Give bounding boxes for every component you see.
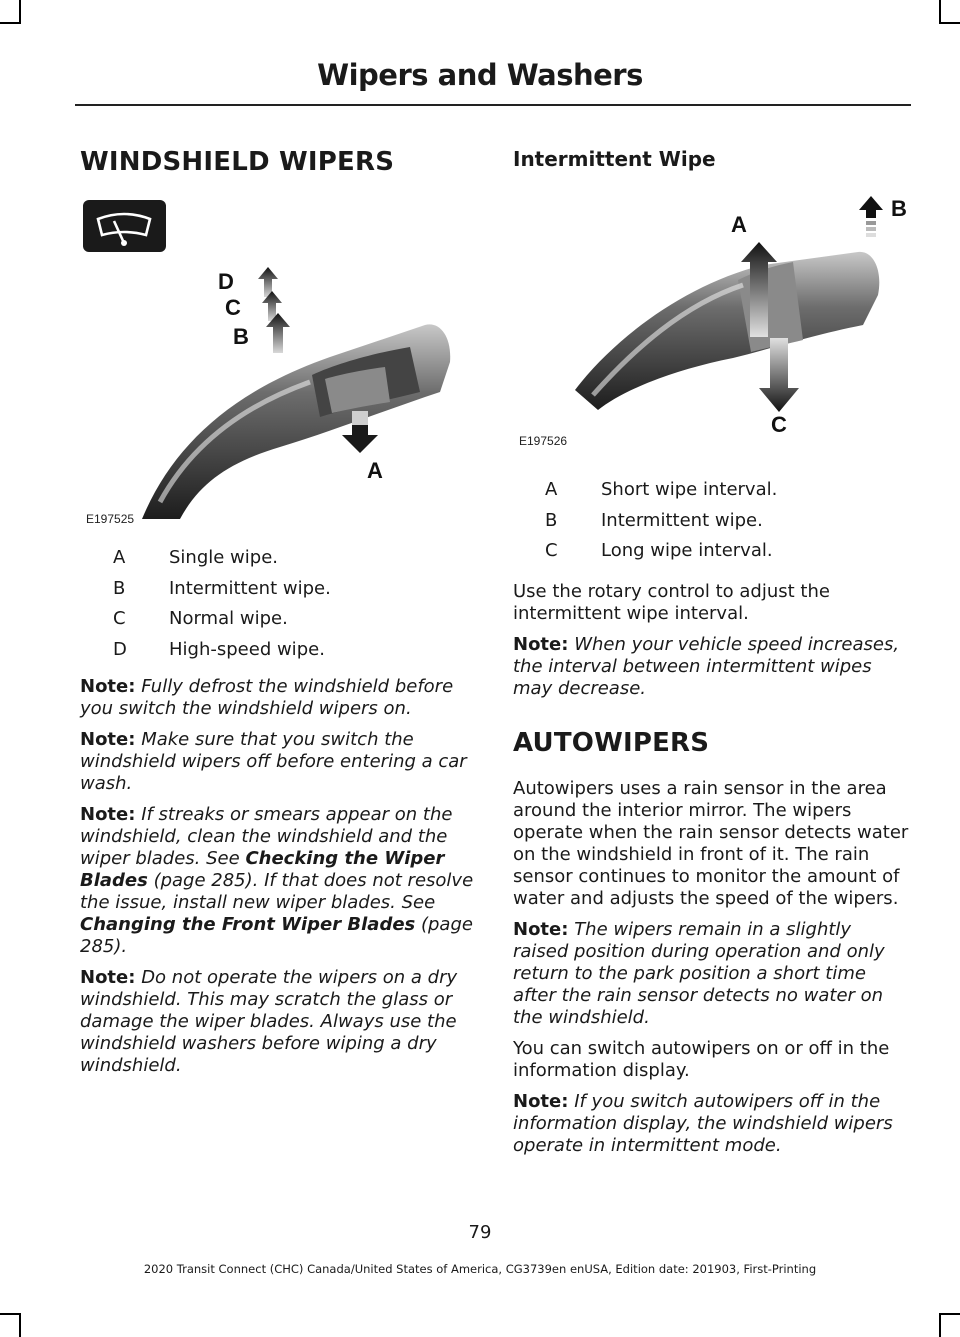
figure-label-a: A <box>731 212 747 237</box>
crop-mark <box>19 0 21 24</box>
figure-label-c: C <box>225 295 241 320</box>
legend-text: Short wipe interval. <box>601 479 778 500</box>
legend-key: B <box>545 509 558 531</box>
paragraph: Use the rotary control to adjust the intermittent wipe interval. <box>513 581 830 624</box>
cross-reference-link[interactable]: Checking the Wiper Blades <box>80 848 445 891</box>
right-legend <box>545 479 915 571</box>
paragraph: You can switch autowipers on or off in the information display. <box>513 1038 890 1081</box>
right-content <box>513 581 911 1157</box>
legend-key: B <box>113 577 126 599</box>
note-text: When your vehicle speed increases, the interval between intermittent wipes may decrease. <box>513 634 900 699</box>
cross-reference-link[interactable]: Changing the Front Wiper Blades <box>80 914 416 935</box>
note <box>513 919 911 1029</box>
section-heading-intermittent-wipe: Intermittent Wipe <box>513 147 716 171</box>
legend-key: C <box>113 608 126 629</box>
note-label: Note: <box>80 729 136 750</box>
note-text: If you switch autowipers off in the information display, the windshield wipers operate in intermittent mode. <box>513 1091 893 1156</box>
note-label: Note: <box>513 634 569 655</box>
figure-label-b: B <box>891 196 907 221</box>
note-label: Note: <box>80 676 136 697</box>
wiper-stalk-figure <box>80 197 475 530</box>
note <box>513 634 911 700</box>
windshield-wiper-icon <box>83 200 166 252</box>
note-label: Note: <box>513 1091 569 1112</box>
legend-row <box>545 510 915 541</box>
left-legend <box>113 547 483 669</box>
figure-label-a: A <box>367 458 383 483</box>
figure-label-b: B <box>233 324 249 349</box>
crop-mark <box>939 1313 941 1337</box>
legend-row <box>113 639 483 670</box>
section-heading-windshield-wipers: WINDSHIELD WIPERS <box>80 147 395 177</box>
crop-mark <box>939 0 941 24</box>
figure-label-c: C <box>771 412 787 437</box>
figure-label-d: D <box>218 269 234 294</box>
figure-id: E197525 <box>86 512 135 526</box>
note-text: Make sure that you switch the windshield wipers off before entering a car wash. <box>80 729 467 794</box>
note-label: Note: <box>80 804 136 825</box>
note-text: Fully defrost the windshield before you switch the windshield wipers on. <box>80 676 454 719</box>
left-notes <box>80 676 475 1077</box>
note-text: Do not operate the wipers on a dry windshield. This may scratch the glass or damage the wiper blades. Always use the windshield washers before wiping a dry windshield. <box>80 967 458 1076</box>
paragraph: Autowipers uses a rain sensor in the area around the interior mirror. The wipers operate when the rain sensor detects water on the windshield in front of it. The rain sensor continues to monitor the amount of water and adjusts the speed of the wipers. <box>513 778 909 909</box>
intermittent-stalk-illustration <box>513 190 908 462</box>
legend-key: C <box>545 540 558 561</box>
crop-mark <box>0 1313 20 1315</box>
legend-row <box>545 479 915 510</box>
page-number: 79 <box>468 1222 492 1243</box>
note <box>80 676 475 720</box>
edition-footer: 2020 Transit Connect (CHC) Canada/United States of America, CG3739en enUSA, Edition date: 201903, First-Printing <box>143 1262 817 1276</box>
legend-text: Normal wipe. <box>169 608 288 629</box>
legend-text: Single wipe. <box>169 547 279 568</box>
legend-text: Intermittent wipe. <box>601 509 763 531</box>
legend-key: A <box>545 479 558 500</box>
legend-key: A <box>113 547 126 568</box>
legend-row <box>113 578 483 609</box>
note-text: The wipers remain in a slightly raised position during operation and only return to the park position a short time after the rain sensor detects no water on the windshield. <box>513 919 885 1028</box>
legend-row <box>113 608 483 639</box>
legend-text: Long wipe interval. <box>601 540 773 561</box>
note-text: (page 285). If that does not resolve the issue, install new wiper blades. See <box>80 870 474 913</box>
crop-mark <box>19 1313 21 1337</box>
figure-id: E197526 <box>519 434 568 448</box>
header-rule <box>75 104 911 106</box>
page-title: Wipers and Washers <box>317 58 643 92</box>
crop-mark <box>940 1313 960 1315</box>
crop-mark <box>940 22 960 24</box>
note <box>80 967 475 1077</box>
note <box>80 804 475 958</box>
crop-mark <box>0 22 20 24</box>
legend-text: Intermittent wipe. <box>169 577 331 599</box>
legend-row <box>545 540 915 571</box>
note-text: If streaks or smears appear on the windshield, clean the windshield and the wiper blades. See <box>80 804 453 869</box>
note-label: Note: <box>80 967 136 988</box>
legend-row <box>113 547 483 578</box>
legend-key: D <box>113 638 127 660</box>
note-label: Note: <box>513 919 569 940</box>
note <box>80 729 475 795</box>
right-heading-wrap <box>513 147 913 171</box>
legend-text: High-speed wipe. <box>169 638 325 660</box>
note <box>513 1091 911 1157</box>
intermittent-stalk-figure <box>513 190 908 462</box>
left-heading-wrap <box>80 147 480 177</box>
note-text: (page 285). <box>80 914 473 957</box>
wiper-stalk-illustration <box>80 197 475 530</box>
section-heading-autowipers: AUTOWIPERS <box>513 728 710 758</box>
